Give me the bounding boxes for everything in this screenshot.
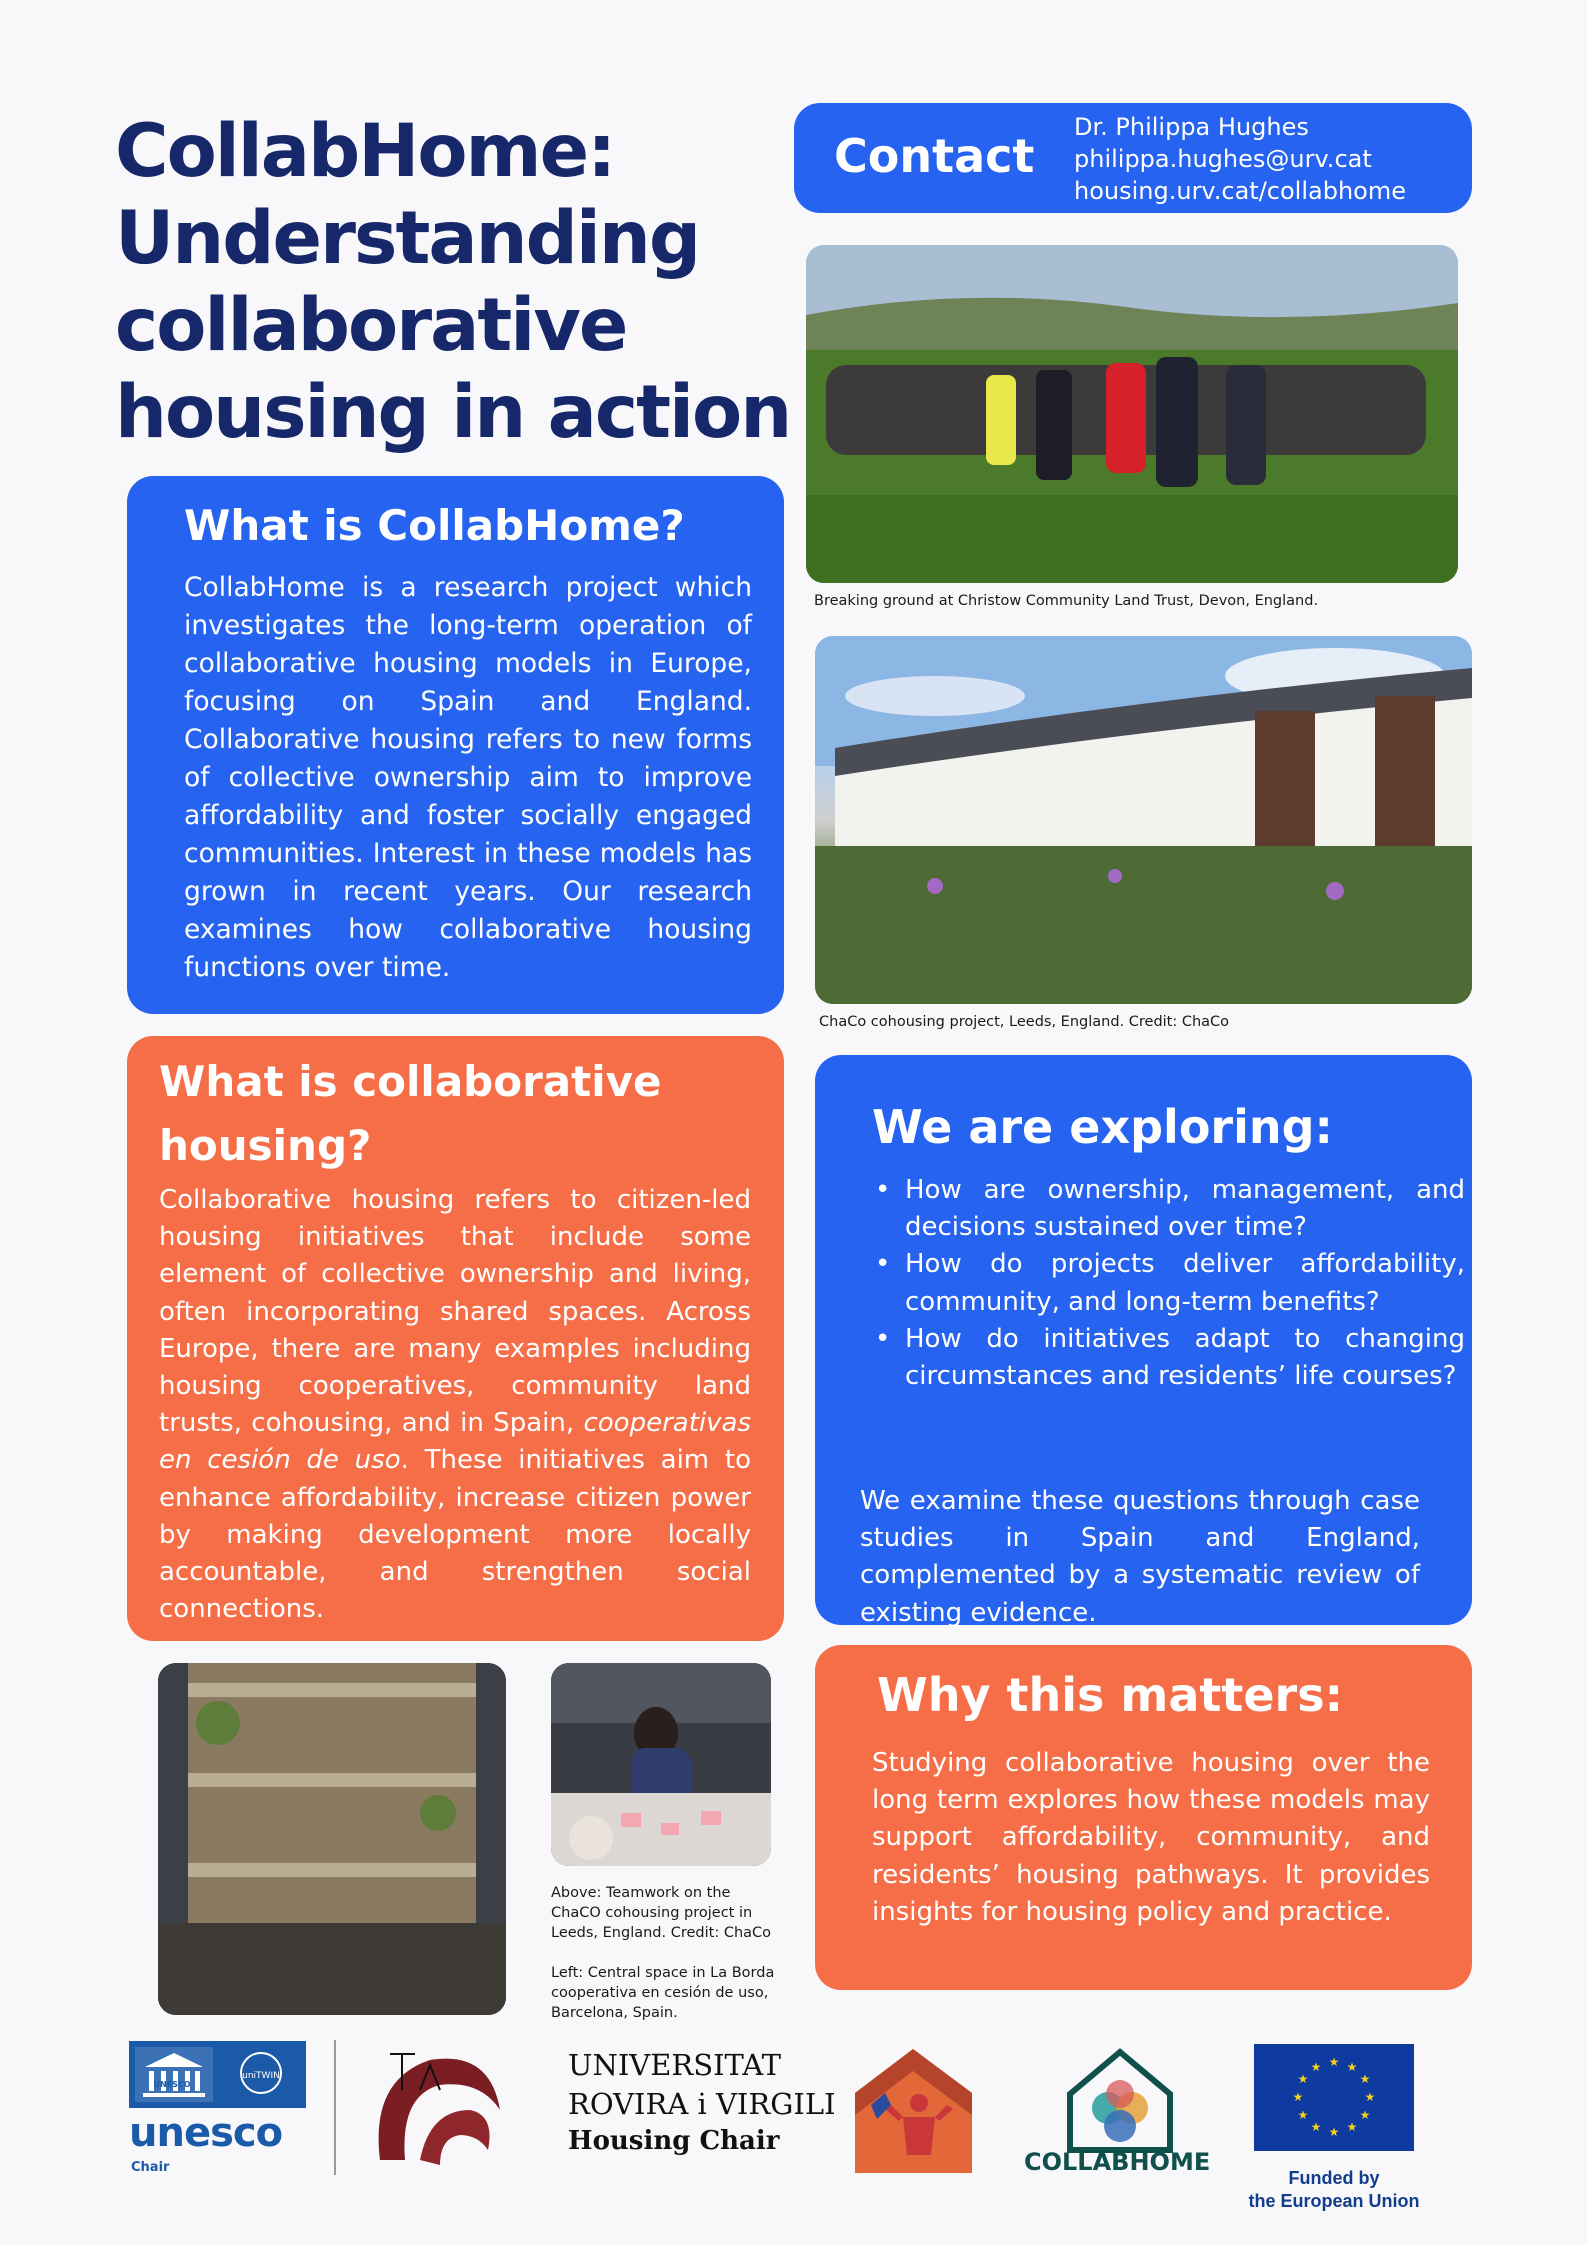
teamwork-photo-illustration: [551, 1663, 771, 1866]
poster-title: [115, 108, 815, 456]
why-this-matters-body: Studying collaborative housing over the long term explores how these models may support affordability, community, and residents’ housing pathways. It provides insights for housing policy and practice.: [872, 1748, 1430, 1927]
contact-box: [794, 103, 1472, 213]
contact-email-link[interactable]: philippa.hughes@urv.cat: [1074, 145, 1372, 173]
exploring-question: • How are ownership, management, and decisions sustained over time?: [905, 1172, 1465, 1246]
svg-text:★: ★: [1292, 2090, 1304, 2104]
eu-funding-label: [1243, 2167, 1425, 2213]
unesco-box-text: UNESCO: [153, 2080, 191, 2089]
svg-text:★: ★: [1310, 2120, 1322, 2134]
teamwork-photo: [551, 1663, 771, 1866]
what-is-collabhome-card: [127, 476, 784, 1014]
collabhome-house-icon: [1060, 2044, 1180, 2154]
contact-label: Contact: [834, 129, 1035, 183]
title-line-4: housing in action: [115, 370, 791, 455]
svg-text:★: ★: [1346, 2120, 1358, 2134]
svg-text:★: ★: [1328, 2055, 1340, 2069]
what-is-collaborative-housing-card: [127, 1036, 784, 1641]
exploring-heading: We are exploring:: [872, 1100, 1333, 1154]
christow-photo: [806, 245, 1458, 583]
exploring-card: [815, 1055, 1472, 1628]
unesco-logo-box: [129, 2041, 306, 2108]
svg-text:★: ★: [1297, 2108, 1309, 2122]
urv-name: [568, 2046, 836, 2124]
collaborative-housing-body-end: . These initiatives aim to enhance affordability, increase citizen power by making development more locally accountable, and strengthen social connections.: [159, 1445, 751, 1625]
title-line-2: Understanding: [115, 196, 700, 281]
svg-text:★: ★: [1346, 2060, 1358, 2074]
chaco-caption: ChaCo cohousing project, Leeds, England. Credit: ChaCo: [819, 1014, 1230, 1030]
urv-housing-chair: Housing Chair: [568, 2126, 780, 2156]
teamwork-caption: Above: Teamwork on the ChaCO cohousing project in Leeds, England. Credit: ChaCo: [551, 1885, 772, 1941]
logo-divider: [334, 2040, 336, 2175]
svg-text:★: ★: [1310, 2060, 1322, 2074]
la-borda-caption: Left: Central space in La Borda cooperativa en cesión de uso, Barcelona, Spain.: [551, 1965, 775, 2021]
christow-photo-illustration: [806, 245, 1458, 583]
christow-caption: Breaking ground at Christow Community Land Trust, Devon, England.: [814, 593, 1319, 609]
contact-name: Dr. Philippa Hughes: [1074, 113, 1309, 141]
contact-website-link[interactable]: housing.urv.cat/collabhome: [1074, 177, 1406, 205]
svg-text:★: ★: [1359, 2108, 1371, 2122]
svg-text:★: ★: [1297, 2072, 1309, 2086]
la-borda-photo-illustration: [158, 1663, 506, 2015]
unesco-wordmark: unesco: [129, 2110, 283, 2156]
svg-text:★: ★: [1359, 2072, 1371, 2086]
unitwin-text: uniTWIN: [242, 2071, 280, 2081]
eu-funding-line-2: the European Union: [1248, 2191, 1420, 2211]
house-person-icon: [851, 2045, 976, 2177]
contact-info: [1074, 111, 1406, 207]
collaborative-housing-body-start: Collaborative housing refers to citizen-led housing initiatives that include some element of collective ownership and living, often incorporating shared spaces. Across Europe, there are many examples including housing cooperatives, community land trusts, cohousing, and in Spain,: [159, 1185, 751, 1439]
collaborative-housing-heading: What is collaborative housing?: [159, 1057, 662, 1170]
urv-emblem-icon: [360, 2040, 510, 2178]
collabhome-wordmark: COLLABHOME: [1024, 2148, 1211, 2176]
exploring-question: • How do initiatives adapt to changing circumstances and residents’ life courses?: [905, 1321, 1465, 1395]
why-this-matters-heading: Why this matters:: [877, 1668, 1343, 1722]
what-is-collabhome-heading: What is CollabHome?: [184, 501, 685, 550]
housing-house-logo: [851, 2045, 976, 2177]
eu-funding-line-1: Funded by: [1288, 2168, 1380, 2188]
svg-text:★: ★: [1328, 2125, 1340, 2139]
exploring-summary: We examine these questions through case studies in Spain and England, complemented by a systematic review of existing evidence.: [860, 1486, 1420, 1628]
collaborative-housing-body: [159, 1182, 751, 1628]
unesco-chair-label: Chair: [131, 2160, 170, 2175]
urv-name-line-2: ROVIRA i VIRGILI: [568, 2087, 836, 2121]
title-line-3: collaborative: [115, 283, 627, 368]
collaborative-housing-spanish-term: cooperativas en cesión de uso: [159, 1408, 751, 1476]
la-borda-photo: [158, 1663, 506, 2015]
unesco-temple-icon: [129, 2041, 306, 2108]
title-line-1: CollabHome:: [115, 109, 615, 194]
urv-name-line-1: UNIVERSITAT: [568, 2048, 781, 2082]
chaco-photo: [815, 636, 1472, 1004]
eu-stars-icon: [1254, 2044, 1414, 2151]
eu-flag: [1254, 2044, 1414, 2151]
what-is-collabhome-body: CollabHome is a research project which investigates the long-term operation of collaborative housing models in Europe, focusing on Spain and England. Collaborative housing refers to new forms of collective ownership aim to improve affordability and foster socially engaged communities. Interest in these models has grown in recent years. Our research examines how collaborative housing functions over time.: [184, 572, 752, 983]
exploring-question: • How do projects deliver affordability, community, and long-term benefits?: [905, 1246, 1465, 1320]
exploring-question-list: [860, 1172, 1465, 1395]
collabhome-logo: [1060, 2044, 1180, 2154]
urv-emblem: [360, 2040, 510, 2178]
chaco-photo-illustration: [815, 636, 1472, 1004]
why-this-matters-card: [815, 1645, 1472, 1990]
svg-text:★: ★: [1364, 2090, 1376, 2104]
